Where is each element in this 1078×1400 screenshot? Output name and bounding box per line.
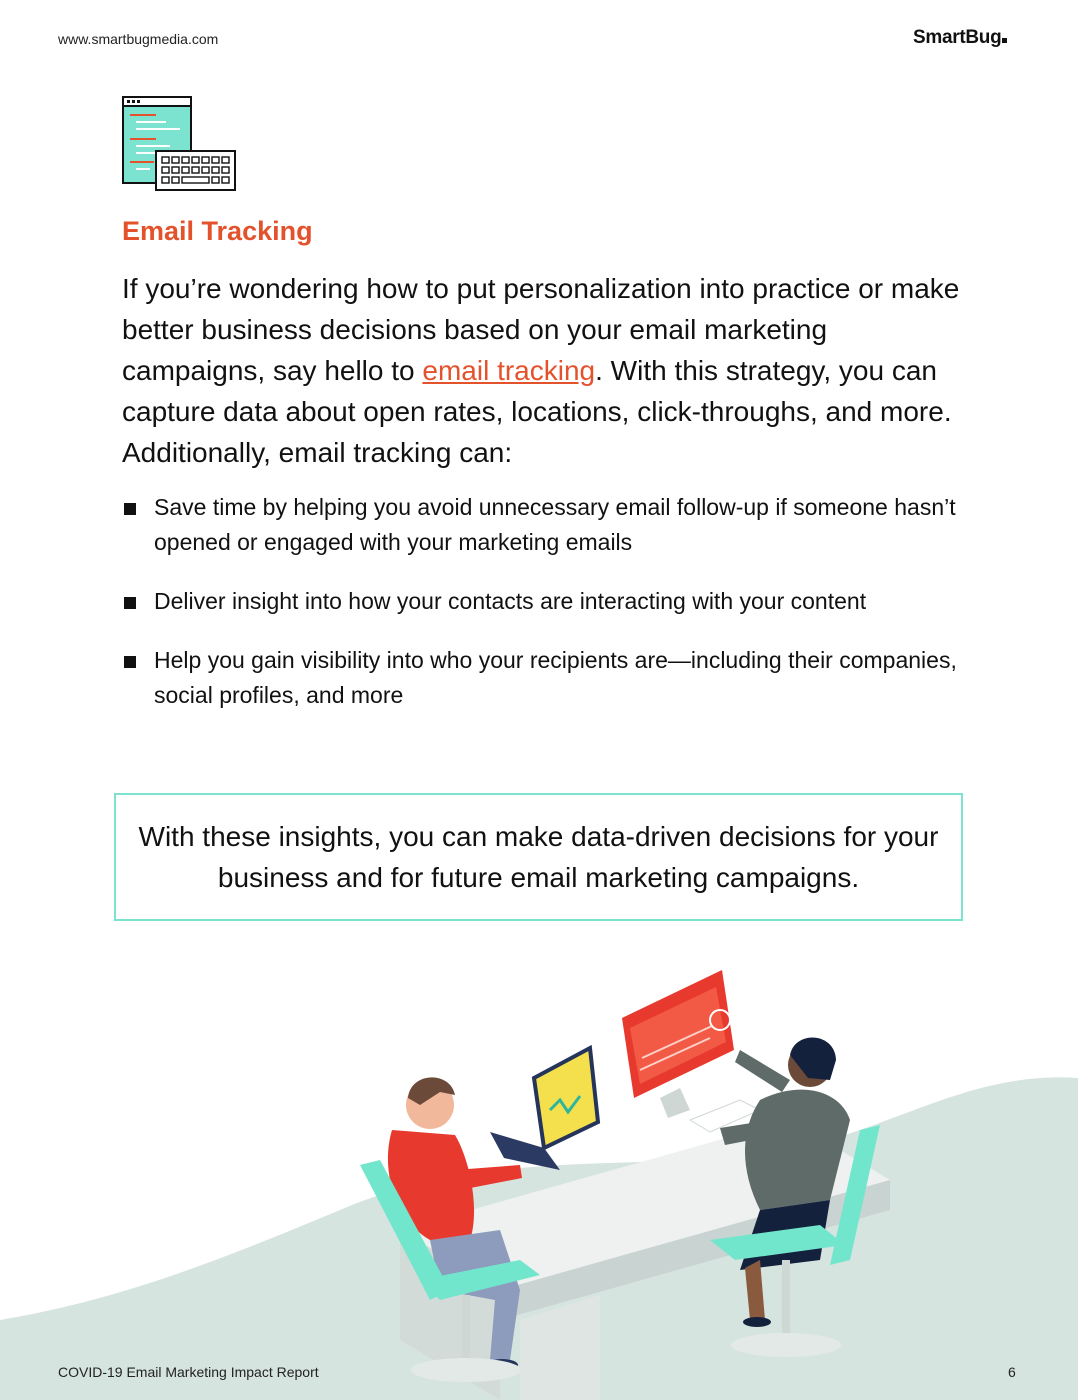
brand-name: SmartBug (913, 27, 1002, 48)
bullet-square-icon (124, 597, 136, 609)
list-item-text: Save time by helping you avoid unnecessary email follow-up if someone hasn’t opened or engaged with your marketing emails (154, 494, 956, 555)
list-item (122, 584, 962, 619)
two-people-working-at-desk-illustration (0, 960, 1078, 1400)
monitor (622, 970, 760, 1132)
footer-report-title: COVID-19 Email Marketing Impact Report (58, 1364, 319, 1380)
email-tracking-link[interactable]: email tracking (422, 355, 596, 386)
laptop (490, 1048, 598, 1170)
callout-box (114, 793, 963, 921)
list-item (122, 643, 962, 713)
intro-paragraph (122, 268, 972, 473)
intro-text-end: . With this strategy, you can capture data about open rates, locations, click-throughs, and more. Additionally, email tracking can: (122, 355, 952, 468)
bullet-square-icon (124, 656, 136, 668)
brand-logo-dot (1002, 38, 1007, 43)
section-title: Email Tracking (122, 216, 313, 246)
list-item (122, 490, 962, 560)
bullet-square-icon (124, 503, 136, 515)
page-number: 6 (1008, 1364, 1016, 1380)
benefits-list (122, 490, 962, 737)
code-window-keyboard-icon (120, 94, 238, 194)
brand-logo (913, 27, 1007, 49)
callout-text: With these insights, you can make data-driven decisions for your business and for future email marketing campaigns. (138, 821, 939, 893)
intro-text-start: If you’re wondering how to put personalization into practice or make better business decisions based on your email marketing campaigns, say hello to (122, 273, 960, 386)
list-item-text: Help you gain visibility into who your recipients are—including their companies, social profiles, and more (154, 647, 957, 708)
list-item-text: Deliver insight into how your contacts are interacting with your content (154, 588, 867, 614)
site-url[interactable]: www.smartbugmedia.com (58, 31, 219, 47)
